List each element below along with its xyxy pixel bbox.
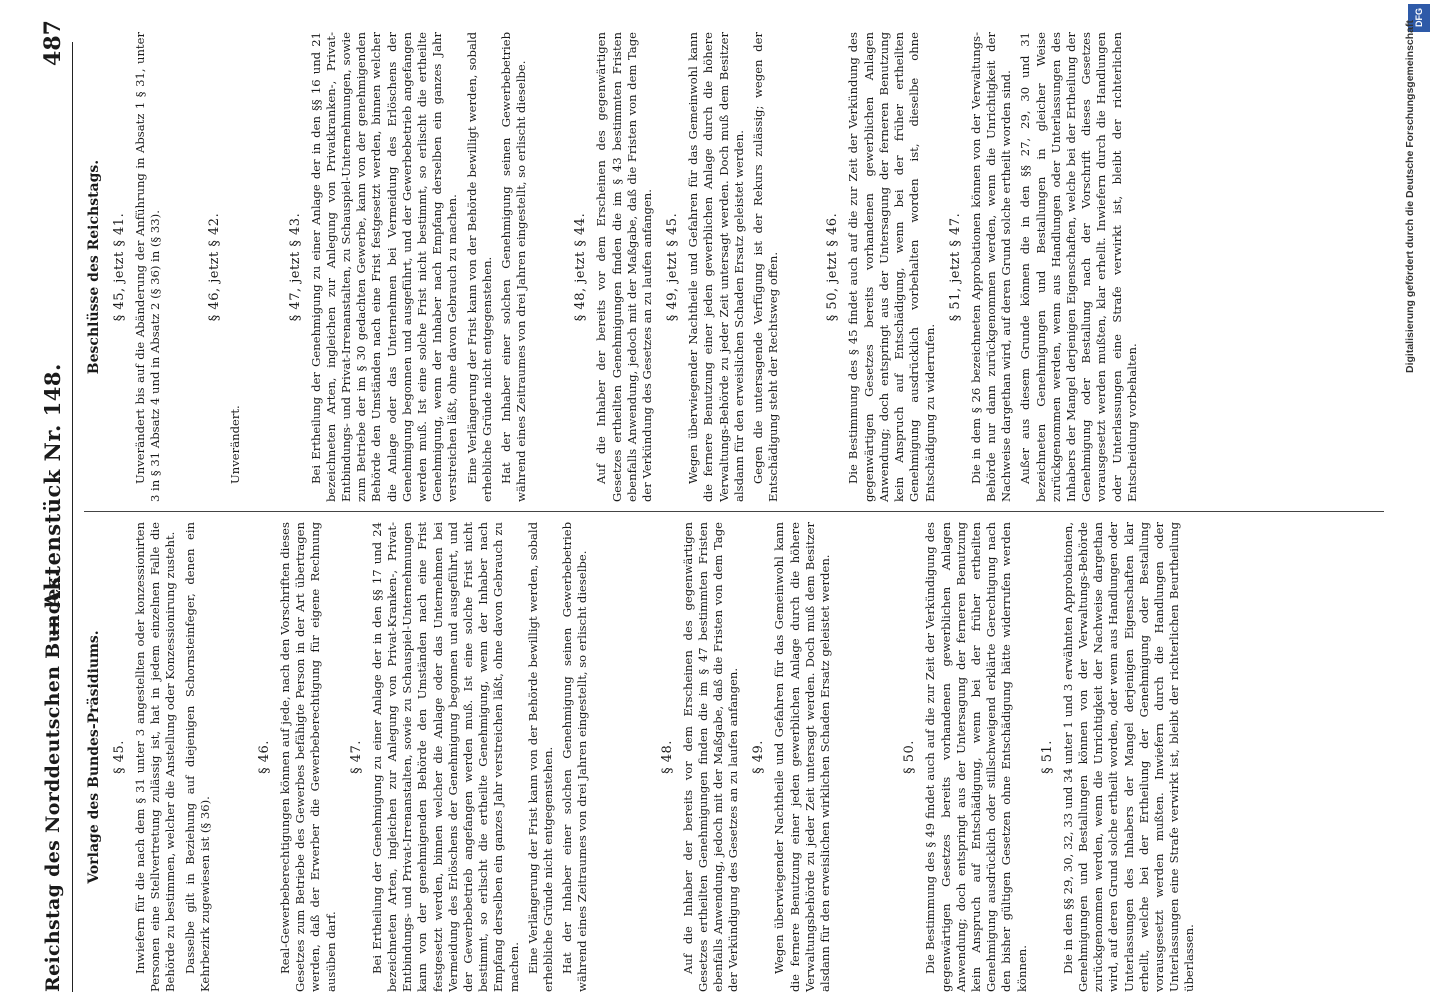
- section-heading: § 51.: [1039, 740, 1055, 774]
- paragraph: Die Bestimmung des § 49 findet auch auf die zur Zeit der Verkündigung des gegenwärtigen Gesetzes bereits vorhandenen gewerblichen Anlagen Anwendung; doch entspringt aus der Untersagung der ferneren Benutzung kein Anspruch auf Entschädigung, wenn bei der früher ertheilten Genehmigung ausdrücklich oder stillschweigend erklärte Gerechtigung nach den bisher gültigen Gesetzen ohne Entschädigung hätte widerrufen werden können.: [923, 522, 1029, 992]
- paragraph: Außer aus diesem Grunde können die in den §§ 27, 29, 30 und 31 bezeichneten Genehmigungen und Bestallungen in gleicher Weise zurückgenommen werden, wenn aus Handlungen oder Unterlassungen des Inhabers der Mangel derjenigen Eigenschaften, welche bei der Ertheilung der Genehmigung oder Bestallung nach der Vorschrift dieses Gesetzes vorausgesetzt werden mußten, klar erhellt. Inwiefern durch die Handlungen oder Unterlassungen eine Strafe verwirkt ist, bleibt der richterlichen Entscheidung vorbehalten.: [1018, 32, 1139, 502]
- header-document-number: — Aktenstück Nr. 148.: [40, 363, 65, 637]
- left-column-title: Vorlage des Bundes-Präsidiums.: [86, 630, 102, 884]
- paragraph: Auf die Inhaber der bereits vor dem Erscheinen des gegenwärtigen Gesetzes ertheilten Genehmigungen finden die im § 43 bestimmten Fristen ebenfalls Anwendung, jedoch mit der Maßgabe, daß die Fristen von dem Tage der Verkündung des Gesetzes an zu laufen anfangen.: [594, 32, 655, 502]
- right-column-title: Beschlüsse des Reichstags.: [86, 159, 102, 375]
- paragraph: Die in den §§ 29, 30, 32, 33 und 34 unter 1 und 3 erwähnten Approbationen, Genehmigungen und Bestallungen können von der Verwaltungs-Behörde zurückgenommen werden, wenn die Unrichtigkeit der Nachweise dargethan wird, auf deren Grund solche ertheilt worden, oder wenn aus Handlungen oder Unterlassungen des Inhabers der Mangel derjenigen Eigenschaften klar erhellt, welche bei der Ertheilung der Genehmigung oder Bestallung vorausgesetzt werden mußten. Inwiefern durch die Handlungen oder Unterlassungen eine Strafe verwirkt ist, bleibt der richterlichen Beurtheilung überlassen.: [1060, 522, 1197, 992]
- right-column: [84, 32, 1144, 502]
- paragraph: Die Bestimmung des § 45 findet auch auf die zur Zeit der Verkündung des gegenwärtigen Gesetzes bereits vorhandenen gewerblichen Anlagen Anwendung; doch entspringt aus der Untersagung der ferneren Benutzung kein Anspruch auf Entschädigung, wenn bei der früher ertheilten Genehmigung ausdrücklich vorbehalten worden ist, dieselbe ohne Entschädigung zu widerrufen.: [846, 32, 937, 502]
- paragraph: Bei Ertheilung der Genehmigung zu einer Anlage der in den §§ 17 und 24 bezeichneten Arten, ingleichen zur Anlegung von Privat-Kranken-, Privat-Entbindungs- und Privat-Irrenanstalten, sowie zu Schauspiel-Unternehmungen kann von der genehmigenden Behörde den Umständen nach eine Frist festgesetzt werden, binnen welcher die Anlage oder das Unternehmen bei Vermeidung des Erlöschens der Genehmigung begonnen und ausgeführt, und der Gewerbebetrieb angefangen werden muß. Ist eine solche Frist nicht bestimmt, so erlischt die ertheilte Genehmigung, wenn der Inhaber nach Empfang derselben ein ganzes Jahr verstreichen läßt, ohne davon Gebrauch zu machen.: [369, 522, 521, 992]
- section-heading: § 51, jetzt § 47.: [947, 212, 963, 322]
- section-heading: § 47, jetzt § 43.: [287, 212, 303, 322]
- paragraph: Dasselbe gilt in Beziehung auf diejenigen Schornsteinfeger, denen ein Kehrbezirk zugewiesen ist (§ 36).: [182, 522, 212, 992]
- header-left: Reichstag des Norddeutschen Bundes.: [42, 570, 64, 992]
- section-heading: § 48, jetzt § 44.: [573, 212, 589, 322]
- header-rule: [72, 42, 73, 992]
- page-header: [36, 0, 70, 1000]
- paragraph: Wegen überwiegender Nachtheile und Gefahren für das Gemeinwohl kann die fernere Benutzung einer jeden gewerblichen Anlage durch die höhere Verwaltungs-Behörde zu jeder Zeit untersagt werden. Doch muß dem Besitzer alsdann für den erweislichen Schaden Ersatz geleistet werden.: [686, 32, 746, 502]
- section-heading: § 45, jetzt § 41.: [112, 212, 127, 322]
- paragraph: Real-Gewerbeberechtigungen können auf jede, nach den Vorschriften dieses Gesetzes zum Betriebe des Gewerbes befähigte Person in der Art übertragen werden, daß der Erwerber die Gewerbeberechtigung für eigene Rechnung ausüben darf.: [278, 522, 338, 992]
- left-column: [84, 522, 1202, 992]
- paragraph: Gegen die untersagende Verfügung ist der Rekurs zulässig; wegen der Entschädigung steht der Rechtsweg offen.: [751, 32, 781, 502]
- column-divider: [84, 511, 1384, 512]
- section-heading: § 48.: [659, 740, 675, 774]
- section-heading: § 46.: [257, 740, 273, 774]
- section-heading: § 45.: [112, 740, 127, 774]
- paragraph: Hat der Inhaber einer solchen Genehmigung seinen Gewerbebetrieb während eines Zeitraumes von drei Jahren eingestellt, so erlischt dieselbe.: [560, 522, 590, 992]
- paragraph: Bei Ertheilung der Genehmigung zu einer Anlage der in den §§ 16 und 21 bezeichneten Arten, ingleichen zur Anlegung von Privatkranken-, Privat-Entbindungs- und Privat-Irrenanstalten, zu Schauspiel-Unternehmungen, sowie zum Betriebe der im § 30 gedachten Gewerbe, kann von der genehmigenden Behörde den Umständen nach eine Frist festgesetzt werden, binnen welcher die Anlage oder das Unternehmen bei Vermeidung des Erlöschens der Genehmigung begonnen und ausgeführt, und der Gewerbebetrieb angefangen werden muß. Ist eine solche Frist nicht bestimmt, so erlischt die ertheilte Genehmigung, wenn der Inhaber nach Empfang derselben ein ganzes Jahr verstreichen läßt, ohne davon Gebrauch zu machen.: [308, 32, 460, 502]
- section-heading: § 46, jetzt § 42.: [207, 212, 223, 322]
- paragraph: Auf die Inhaber der bereits vor dem Erscheinen des gegenwärtigen Gesetzes ertheilten Genehmigungen finden die im § 47 bestimmten Fristen ebenfalls Anwendung, jedoch mit der Maßgabe, daß die Fristen von dem Tage der Verkündigung des Gesetzes an zu laufen anfangen.: [680, 522, 741, 992]
- paragraph: Hat der Inhaber einer solchen Genehmigung seinen Gewerbebetrieb während eines Zeitraumes von drei Jahren eingestellt, so erlischt dieselbe.: [499, 32, 529, 502]
- credit-text: Digitalisierung gefördert durch die Deutsche Forschungsgemeinschaft: [1404, 20, 1416, 373]
- digitization-credit: [1404, 20, 1428, 900]
- section-heading: § 50.: [902, 740, 918, 774]
- paragraph: Eine Verlängerung der Frist kann von der Behörde bewilligt werden, sobald erhebliche Gründe nicht entgegenstehen.: [525, 522, 556, 992]
- paragraph: Die in dem § 26 bezeichneten Approbationen können von der Verwaltungs-Behörde nur dann zurückgenommen werden, wenn die Unrichtigkeit der Nachweise dargethan wird, auf deren Grund solche ertheilt worden sind.: [968, 32, 1014, 502]
- paragraph: Wegen überwiegender Nachtheile und Gefahren für das Gemeinwohl kann die fernere Benutzung einer jeden gewerblichen Anlage durch die höhere Verwaltungsbehörde zu jeder Zeit untersagt werden. Doch muß dem Besitzer alsdann für den erweislichen wirklichen Schaden Ersatz geleistet werden.: [772, 522, 833, 992]
- dfg-badge-text: DFG: [1414, 8, 1424, 28]
- section-heading: § 49, jetzt § 45.: [665, 212, 681, 322]
- section-heading: § 49.: [751, 740, 767, 774]
- paragraph: Unverändert.: [228, 405, 243, 484]
- paragraph: Eine Verlängerung der Frist kann von der Behörde bewilligt werden, sobald erhebliche Gründe nicht entgegenstehen.: [464, 32, 494, 502]
- page-number: 487: [40, 20, 66, 66]
- section-heading: § 50, jetzt § 46.: [825, 212, 841, 322]
- paragraph: Unverändert bis auf die Abänderung der Anführung in Absatz 1 § 31, unter 3 in § 31 Absatz 4 und in Absatz 2 (§ 36) in (§ 33).: [133, 32, 163, 502]
- section-heading: § 47.: [348, 740, 364, 774]
- paragraph: Inwiefern für die nach dem § 31 unter 3 angestellten oder konzessionirten Personen eine Stellvertretung zulässig ist, hat in jedem einzelnen Falle die Behörde zu bestimmen, welcher die Anstellung oder Konzessionirung zusteht.: [133, 522, 178, 992]
